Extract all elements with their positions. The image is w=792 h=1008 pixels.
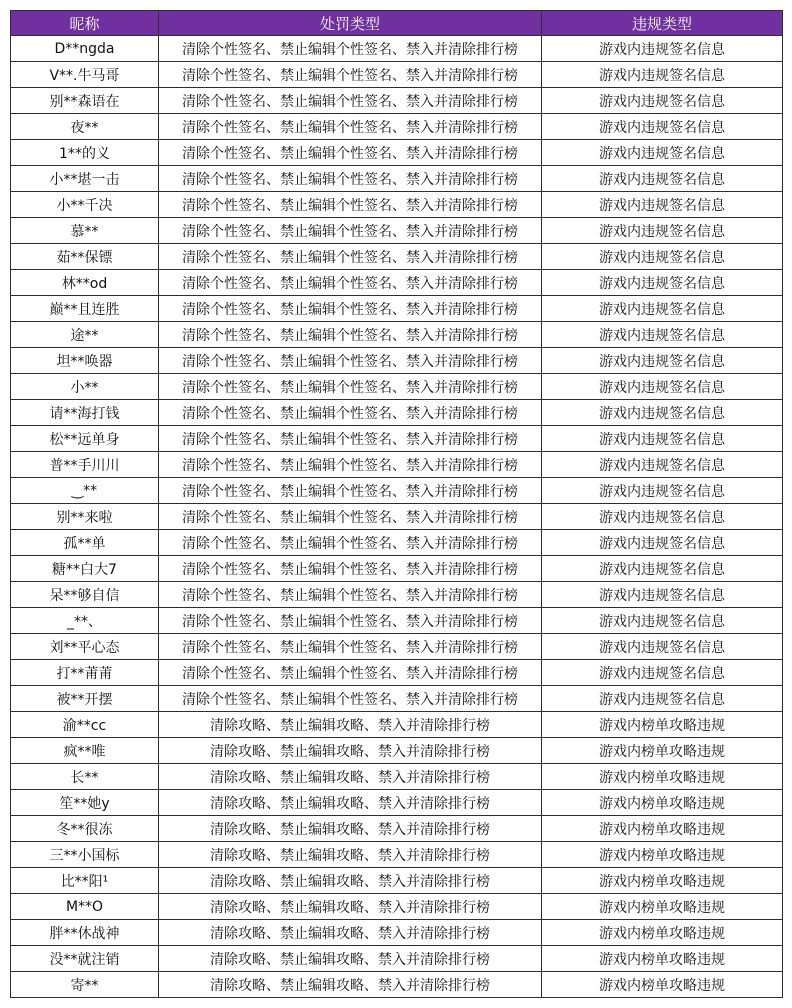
- punishment-cell: 清除个性签名、禁止编辑个性签名、禁入并清除排行榜: [159, 608, 542, 634]
- table-row: [11, 478, 783, 504]
- violation-cell: 游戏内违规签名信息: [542, 504, 783, 530]
- table-row: [11, 582, 783, 608]
- table-row: [11, 530, 783, 556]
- violation-cell: 游戏内违规签名信息: [542, 270, 783, 296]
- nickname-cell: 小**: [11, 374, 159, 400]
- nickname-cell: 坦**唤器: [11, 348, 159, 374]
- punishment-cell: 清除个性签名、禁止编辑个性签名、禁入并清除排行榜: [159, 296, 542, 322]
- nickname-cell: D**ngda: [11, 36, 159, 62]
- punishment-cell: 清除个性签名、禁止编辑个性签名、禁入并清除排行榜: [159, 62, 542, 88]
- violation-table-container: [10, 10, 782, 998]
- violation-cell: 游戏内榜单攻略违规: [542, 764, 783, 790]
- nickname-cell: 长**: [11, 764, 159, 790]
- violation-cell: 游戏内违规签名信息: [542, 556, 783, 582]
- violation-cell: 游戏内榜单攻略违规: [542, 946, 783, 972]
- table-row: [11, 114, 783, 140]
- nickname-cell: 途**: [11, 322, 159, 348]
- violation-cell: 游戏内违规签名信息: [542, 114, 783, 140]
- violation-cell: 游戏内违规签名信息: [542, 478, 783, 504]
- table-row: [11, 426, 783, 452]
- violation-cell: 游戏内违规签名信息: [542, 140, 783, 166]
- violation-cell: 游戏内榜单攻略违规: [542, 920, 783, 946]
- violation-cell: 游戏内违规签名信息: [542, 218, 783, 244]
- violation-cell: 游戏内违规签名信息: [542, 374, 783, 400]
- punishment-cell: 清除个性签名、禁止编辑个性签名、禁入并清除排行榜: [159, 478, 542, 504]
- punishment-cell: 清除个性签名、禁止编辑个性签名、禁入并清除排行榜: [159, 244, 542, 270]
- table-row: [11, 322, 783, 348]
- violation-cell: 游戏内榜单攻略违规: [542, 894, 783, 920]
- punishment-cell: 清除攻略、禁止编辑攻略、禁入并清除排行榜: [159, 738, 542, 764]
- violation-cell: 游戏内违规签名信息: [542, 192, 783, 218]
- punishment-cell: 清除个性签名、禁止编辑个性签名、禁入并清除排行榜: [159, 192, 542, 218]
- table-row: [11, 790, 783, 816]
- table-row: [11, 816, 783, 842]
- nickname-cell: 普**手川川: [11, 452, 159, 478]
- nickname-cell: 比**阳¹: [11, 868, 159, 894]
- punishment-cell: 清除攻略、禁止编辑攻略、禁入并清除排行榜: [159, 946, 542, 972]
- violation-cell: 游戏内违规签名信息: [542, 634, 783, 660]
- header-punishment-type: 处罚类型: [159, 11, 542, 36]
- table-row: [11, 608, 783, 634]
- nickname-cell: _**、: [11, 608, 159, 634]
- punishment-cell: 清除攻略、禁止编辑攻略、禁入并清除排行榜: [159, 894, 542, 920]
- nickname-cell: 胖**休战神: [11, 920, 159, 946]
- nickname-cell: 寄**: [11, 972, 159, 998]
- table-row: [11, 946, 783, 972]
- nickname-cell: V**.牛马哥: [11, 62, 159, 88]
- nickname-cell: 刘**平心态: [11, 634, 159, 660]
- nickname-cell: 夜**: [11, 114, 159, 140]
- header-violation-type: 违规类型: [542, 11, 783, 36]
- table-row: [11, 842, 783, 868]
- table-row: [11, 140, 783, 166]
- nickname-cell: ‿**: [11, 478, 159, 504]
- punishment-cell: 清除攻略、禁止编辑攻略、禁入并清除排行榜: [159, 816, 542, 842]
- table-row: [11, 738, 783, 764]
- violation-cell: 游戏内违规签名信息: [542, 322, 783, 348]
- punishment-cell: 清除个性签名、禁止编辑个性签名、禁入并清除排行榜: [159, 504, 542, 530]
- nickname-cell: 茹**保镖: [11, 244, 159, 270]
- table-row: [11, 166, 783, 192]
- table-row: [11, 270, 783, 296]
- punishment-cell: 清除攻略、禁止编辑攻略、禁入并清除排行榜: [159, 972, 542, 998]
- punishment-cell: 清除个性签名、禁止编辑个性签名、禁入并清除排行榜: [159, 582, 542, 608]
- table-row: [11, 504, 783, 530]
- violation-cell: 游戏内榜单攻略违规: [542, 868, 783, 894]
- punishment-cell: 清除攻略、禁止编辑攻略、禁入并清除排行榜: [159, 712, 542, 738]
- punishment-cell: 清除个性签名、禁止编辑个性签名、禁入并清除排行榜: [159, 114, 542, 140]
- punishment-cell: 清除个性签名、禁止编辑个性签名、禁入并清除排行榜: [159, 36, 542, 62]
- punishment-cell: 清除攻略、禁止编辑攻略、禁入并清除排行榜: [159, 920, 542, 946]
- punishment-cell: 清除个性签名、禁止编辑个性签名、禁入并清除排行榜: [159, 634, 542, 660]
- nickname-cell: 别**森语在: [11, 88, 159, 114]
- nickname-cell: 林**od: [11, 270, 159, 296]
- punishment-cell: 清除个性签名、禁止编辑个性签名、禁入并清除排行榜: [159, 660, 542, 686]
- nickname-cell: 冬**很冻: [11, 816, 159, 842]
- nickname-cell: 小**千决: [11, 192, 159, 218]
- table-row: [11, 634, 783, 660]
- table-row: [11, 88, 783, 114]
- table-row: [11, 972, 783, 998]
- nickname-cell: 笙**她y: [11, 790, 159, 816]
- punishment-cell: 清除个性签名、禁止编辑个性签名、禁入并清除排行榜: [159, 348, 542, 374]
- punishment-cell: 清除个性签名、禁止编辑个性签名、禁入并清除排行榜: [159, 426, 542, 452]
- nickname-cell: 渝**cc: [11, 712, 159, 738]
- violation-cell: 游戏内榜单攻略违规: [542, 712, 783, 738]
- table-row: [11, 374, 783, 400]
- nickname-cell: 三**小国标: [11, 842, 159, 868]
- punishment-cell: 清除攻略、禁止编辑攻略、禁入并清除排行榜: [159, 790, 542, 816]
- violation-cell: 游戏内违规签名信息: [542, 244, 783, 270]
- table-row: [11, 218, 783, 244]
- table-row: [11, 244, 783, 270]
- violation-cell: 游戏内榜单攻略违规: [542, 972, 783, 998]
- table-row: [11, 660, 783, 686]
- table-row: [11, 712, 783, 738]
- violation-cell: 游戏内榜单攻略违规: [542, 816, 783, 842]
- nickname-cell: 被**开摆: [11, 686, 159, 712]
- punishment-cell: 清除个性签名、禁止编辑个性签名、禁入并清除排行榜: [159, 88, 542, 114]
- header-nickname: 昵称: [11, 11, 159, 36]
- nickname-cell: 慕**: [11, 218, 159, 244]
- punishment-cell: 清除个性签名、禁止编辑个性签名、禁入并清除排行榜: [159, 452, 542, 478]
- violation-cell: 游戏内违规签名信息: [542, 166, 783, 192]
- violation-cell: 游戏内违规签名信息: [542, 62, 783, 88]
- violation-cell: 游戏内榜单攻略违规: [542, 842, 783, 868]
- violation-cell: 游戏内榜单攻略违规: [542, 738, 783, 764]
- punishment-cell: 清除攻略、禁止编辑攻略、禁入并清除排行榜: [159, 842, 542, 868]
- violation-cell: 游戏内违规签名信息: [542, 608, 783, 634]
- nickname-cell: 请**海打钱: [11, 400, 159, 426]
- table-row: [11, 36, 783, 62]
- punishment-cell: 清除个性签名、禁止编辑个性签名、禁入并清除排行榜: [159, 270, 542, 296]
- punishment-cell: 清除攻略、禁止编辑攻略、禁入并清除排行榜: [159, 764, 542, 790]
- table-row: [11, 686, 783, 712]
- punishment-cell: 清除个性签名、禁止编辑个性签名、禁入并清除排行榜: [159, 686, 542, 712]
- nickname-cell: 打**莆莆: [11, 660, 159, 686]
- punishment-cell: 清除个性签名、禁止编辑个性签名、禁入并清除排行榜: [159, 166, 542, 192]
- table-row: [11, 452, 783, 478]
- punishment-cell: 清除个性签名、禁止编辑个性签名、禁入并清除排行榜: [159, 530, 542, 556]
- nickname-cell: M**O: [11, 894, 159, 920]
- nickname-cell: 小**堪一击: [11, 166, 159, 192]
- violation-cell: 游戏内违规签名信息: [542, 400, 783, 426]
- violation-cell: 游戏内榜单攻略违规: [542, 790, 783, 816]
- nickname-cell: 孤**单: [11, 530, 159, 556]
- table-row: [11, 62, 783, 88]
- violation-cell: 游戏内违规签名信息: [542, 88, 783, 114]
- table-body: [11, 36, 783, 998]
- table-row: [11, 868, 783, 894]
- violation-cell: 游戏内违规签名信息: [542, 296, 783, 322]
- violation-cell: 游戏内违规签名信息: [542, 452, 783, 478]
- punishment-cell: 清除个性签名、禁止编辑个性签名、禁入并清除排行榜: [159, 140, 542, 166]
- punishment-cell: 清除个性签名、禁止编辑个性签名、禁入并清除排行榜: [159, 400, 542, 426]
- punishment-cell: 清除个性签名、禁止编辑个性签名、禁入并清除排行榜: [159, 322, 542, 348]
- table-row: [11, 556, 783, 582]
- nickname-cell: 松**远单身: [11, 426, 159, 452]
- nickname-cell: 呆**够自信: [11, 582, 159, 608]
- violation-cell: 游戏内违规签名信息: [542, 36, 783, 62]
- table-row: [11, 348, 783, 374]
- table-row: [11, 894, 783, 920]
- table-row: [11, 192, 783, 218]
- punishment-cell: 清除个性签名、禁止编辑个性签名、禁入并清除排行榜: [159, 556, 542, 582]
- table-row: [11, 764, 783, 790]
- punishment-cell: 清除个性签名、禁止编辑个性签名、禁入并清除排行榜: [159, 374, 542, 400]
- violation-cell: 游戏内违规签名信息: [542, 660, 783, 686]
- violation-cell: 游戏内违规签名信息: [542, 686, 783, 712]
- nickname-cell: 1**的义: [11, 140, 159, 166]
- table-header-row: [11, 11, 783, 36]
- nickname-cell: 没**就注销: [11, 946, 159, 972]
- violation-cell: 游戏内违规签名信息: [542, 348, 783, 374]
- table-row: [11, 296, 783, 322]
- table-row: [11, 920, 783, 946]
- violation-table: [10, 10, 783, 998]
- nickname-cell: 别**来啦: [11, 504, 159, 530]
- violation-cell: 游戏内违规签名信息: [542, 530, 783, 556]
- nickname-cell: 巅**且连胜: [11, 296, 159, 322]
- punishment-cell: 清除攻略、禁止编辑攻略、禁入并清除排行榜: [159, 868, 542, 894]
- violation-cell: 游戏内违规签名信息: [542, 426, 783, 452]
- violation-cell: 游戏内违规签名信息: [542, 582, 783, 608]
- nickname-cell: 疯**唯: [11, 738, 159, 764]
- punishment-cell: 清除个性签名、禁止编辑个性签名、禁入并清除排行榜: [159, 218, 542, 244]
- nickname-cell: 糖**白大7: [11, 556, 159, 582]
- table-row: [11, 400, 783, 426]
